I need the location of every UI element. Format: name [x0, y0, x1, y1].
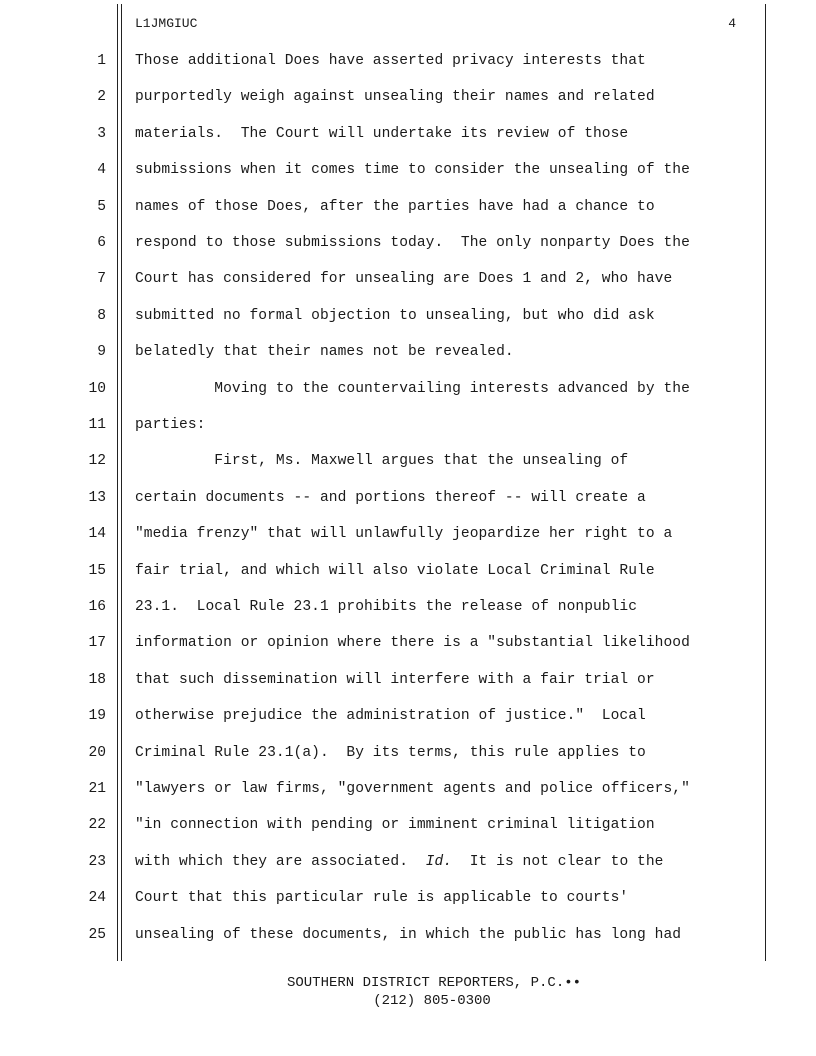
line-text: names of those Does, after the parties have had a chance to: [135, 198, 655, 215]
transcript-line: [0, 888, 816, 908]
line-number: 16: [88, 599, 106, 615]
line-text: Moving to the countervailing interests advanced by the: [135, 380, 690, 397]
line-number: 2: [97, 89, 106, 106]
line-number: 7: [97, 271, 106, 288]
line-number: 8: [97, 307, 106, 324]
line-text: submissions when it comes time to consider the unsealing of the: [135, 162, 690, 179]
transcript-line: [0, 524, 816, 544]
line-number: 11: [88, 417, 106, 433]
line-text: First, Ms. Maxwell argues that the unsealing of: [135, 453, 629, 470]
line-text: otherwise prejudice the administration of justice." Local: [135, 708, 646, 725]
line-text: fair trial, and which will also violate Local Criminal Rule: [135, 562, 655, 579]
line-text: submitted no formal objection to unsealing, but who did ask: [135, 307, 655, 324]
footer: [0, 974, 816, 1010]
transcript-code: L1JMGIUC: [135, 16, 198, 31]
transcript-line: [0, 87, 816, 107]
line-text-segment: It is not clear to the: [452, 853, 664, 870]
line-number: 12: [88, 453, 106, 470]
line-number: 18: [88, 671, 106, 688]
transcript-line: [0, 779, 816, 799]
line-text: certain documents -- and portions thereof -- will create a: [135, 489, 646, 506]
line-number: 6: [97, 235, 106, 251]
transcript-line: [0, 306, 816, 326]
transcript-line: [0, 269, 816, 289]
line-number: 14: [88, 526, 106, 543]
line-text: "lawyers or law firms, "government agents and police officers,": [135, 781, 690, 797]
transcript-line: [0, 415, 816, 435]
line-number: 4: [97, 162, 106, 179]
line-text-segment: with which they are associated.: [135, 853, 426, 870]
line-number: 13: [88, 489, 106, 506]
line-number: 17: [88, 635, 106, 652]
line-text: [135, 852, 663, 872]
citation-italic: Id.: [425, 853, 453, 870]
line-text: that such dissemination will interfere with a fair trial or: [135, 671, 655, 688]
transcript-line: [0, 815, 816, 835]
transcript-line: [0, 488, 816, 508]
line-number: 21: [88, 781, 106, 797]
line-text: materials. The Court will undertake its review of those: [135, 125, 629, 142]
transcript-line: [0, 597, 816, 617]
line-text: parties:: [135, 417, 206, 433]
transcript-line: [0, 925, 816, 945]
transcript-line: [0, 706, 816, 726]
transcript-line: [0, 451, 816, 471]
transcript-line: [0, 852, 816, 872]
line-number: 22: [88, 817, 106, 834]
transcript-line: [0, 561, 816, 581]
line-text: belatedly that their names not be revealed.: [135, 344, 514, 361]
line-number: 25: [88, 926, 106, 943]
line-number: 9: [97, 344, 106, 361]
line-number: 1: [97, 53, 106, 69]
line-number: 24: [88, 890, 106, 907]
page-number: 4: [728, 16, 736, 31]
reporter-phone: (212) 805-0300: [373, 993, 491, 1009]
transcript-line: [0, 233, 816, 253]
transcript-line: [0, 633, 816, 653]
line-text: 23.1. Local Rule 23.1 prohibits the release of nonpublic: [135, 599, 638, 615]
line-number: 15: [88, 562, 106, 579]
transcript-line: [0, 124, 816, 144]
line-text: "media frenzy" that will unlawfully jeopardize her right to a: [135, 526, 673, 543]
line-text: purportedly weigh against unsealing their names and related: [135, 89, 655, 106]
line-text: unsealing of these documents, in which the public has long had: [135, 926, 682, 943]
transcript-line: [0, 379, 816, 399]
transcript-line: [0, 743, 816, 763]
reporter-firm: SOUTHERN DISTRICT REPORTERS, P.C.••: [286, 975, 582, 991]
transcript-line: [0, 342, 816, 362]
line-number: 3: [97, 125, 106, 142]
transcript-line: [0, 51, 816, 71]
transcript-line: [0, 160, 816, 180]
line-text: Court has considered for unsealing are Does 1 and 2, who have: [135, 271, 673, 288]
line-number: 19: [88, 708, 106, 725]
line-number: 10: [88, 380, 106, 397]
line-text: Criminal Rule 23.1(a). By its terms, this rule applies to: [135, 744, 646, 761]
line-text: respond to those submissions today. The only nonparty Does the: [135, 235, 690, 251]
transcript-line: [0, 670, 816, 690]
line-number: 20: [88, 744, 106, 761]
line-text: information or opinion where there is a "substantial likelihood: [135, 635, 690, 652]
line-number: 23: [88, 853, 106, 870]
transcript-line: [0, 197, 816, 217]
line-number: 5: [97, 198, 106, 215]
line-text: "in connection with pending or imminent criminal litigation: [135, 817, 655, 834]
line-text: Those additional Does have asserted privacy interests that: [135, 53, 646, 69]
line-text: Court that this particular rule is applicable to courts': [135, 890, 629, 907]
